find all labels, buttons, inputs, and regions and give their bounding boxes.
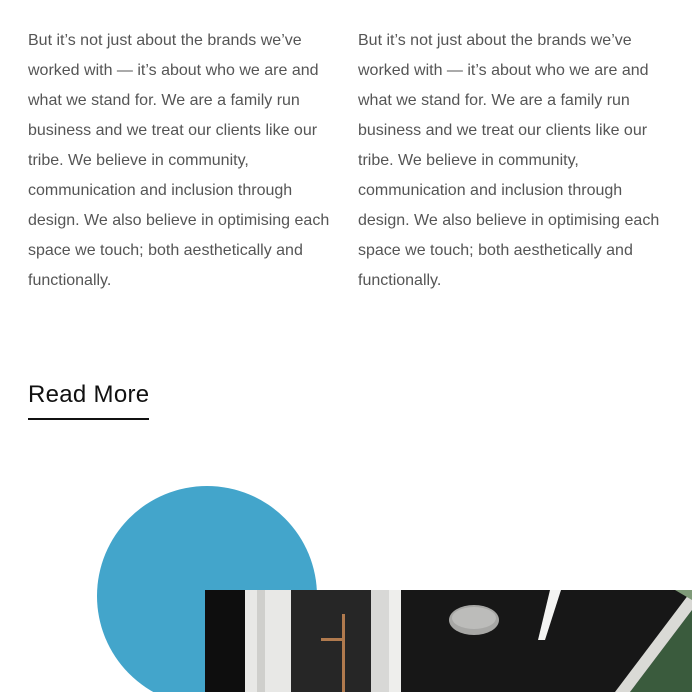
read-more-link[interactable]: Read More <box>28 378 149 420</box>
interior-photo-icon <box>205 590 692 692</box>
interior-photo <box>205 590 692 692</box>
intro-paragraph-left: But it’s not just about the brands we’ve worked with — it’s about who we are and what we stand for. We are a family run business and we treat our clients like our tribe. We believe in community, communication and inclusion through design. We also believe in optimising each space we touch; both aesthetically and functionally. <box>28 32 330 289</box>
intro-paragraph-right: But it’s not just about the brands we’ve worked with — it’s about who we are and what we stand for. We are a family run business and we treat our clients like our tribe. We believe in community, communication and inclusion through design. We also believe in optimising each space we touch; both aesthetically and functionally. <box>358 32 660 289</box>
